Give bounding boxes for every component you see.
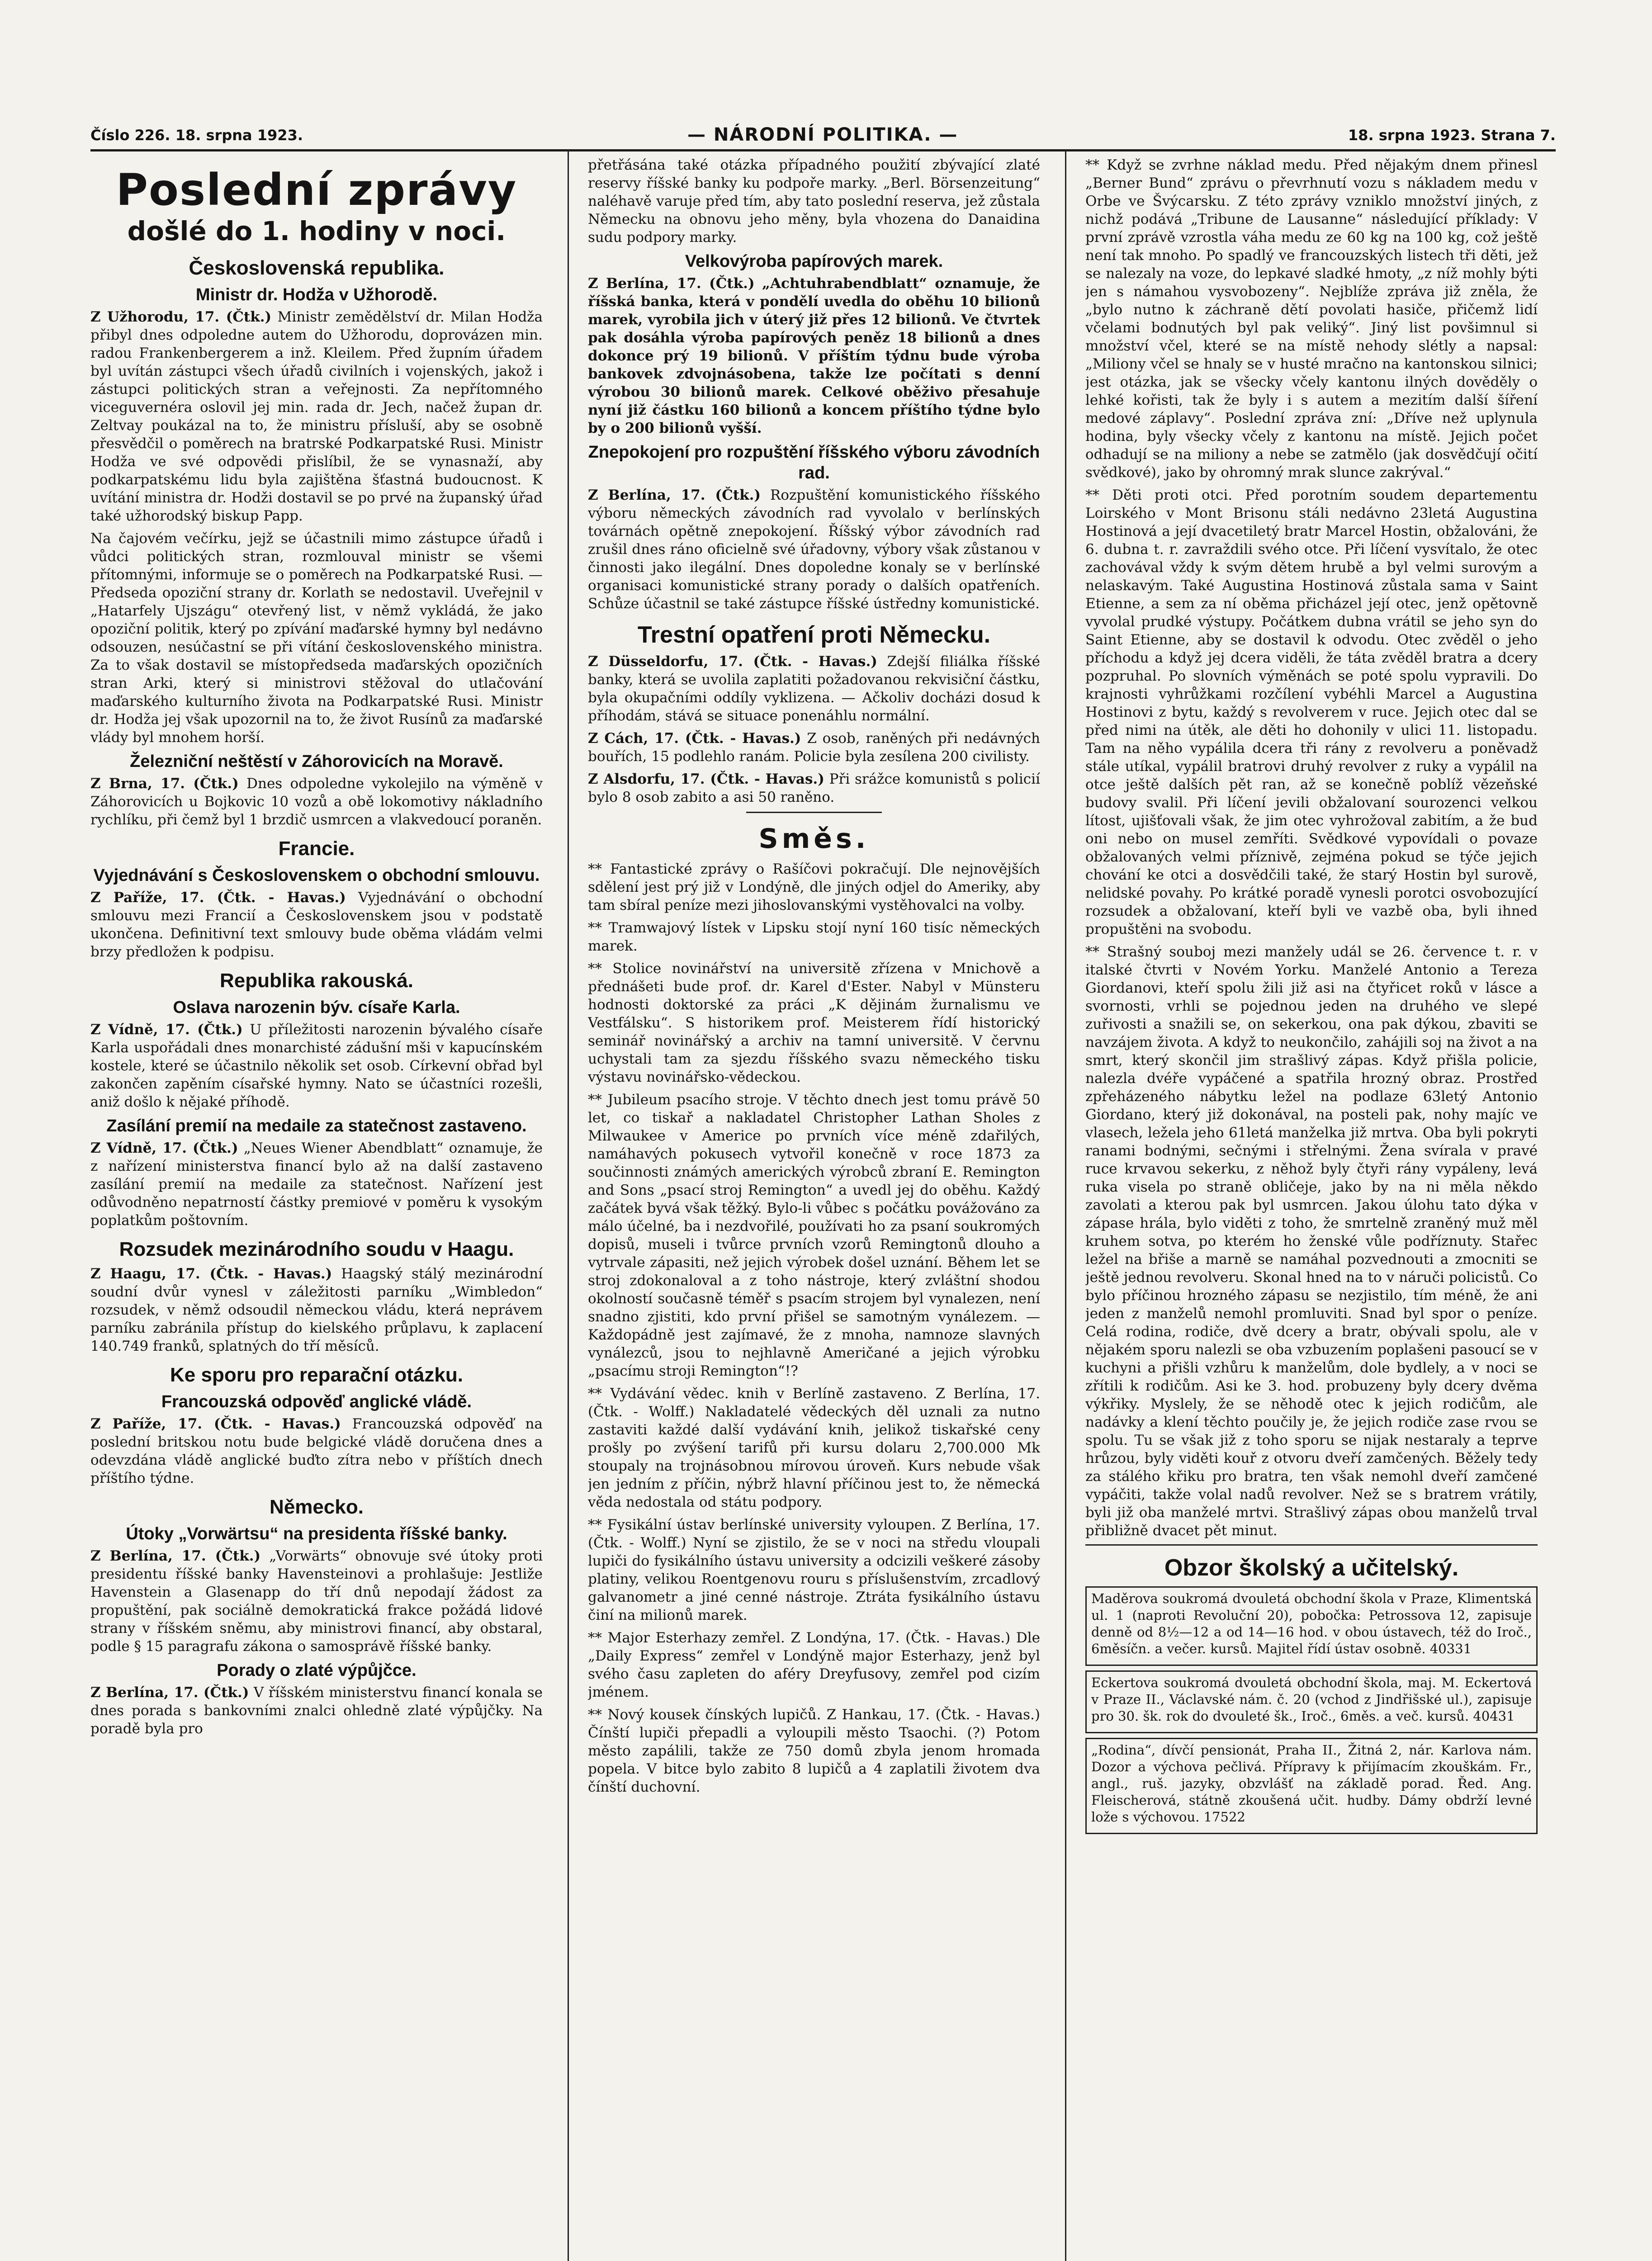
header-rule bbox=[90, 149, 1556, 151]
article-paragraph: Z Alsdorfu, 17. (Čtk. - Havas.) Při srážce komunistů s policií bylo 8 osob zabito a asi 50 raněno. bbox=[588, 771, 1040, 805]
dateline: Z Brna, 17. (Čtk.) bbox=[90, 776, 239, 792]
issue-number: Číslo 226. 18. srpna 1923. bbox=[90, 127, 303, 144]
ad-text: „Rodina“, dívčí pensionát, Praha II., Žitná 2, nár. Karlova nám. Dozor a výchova pečlivá. Přípravy k přijímacím zkouškám. Fr., angl., ruš. jazyky, obzvlášť na základě porad. Řed. Ang. Fleischerová, státně zkoušená učit. hudby. Dámy obdrží levné lože s výchovou. 17522 bbox=[1091, 1742, 1532, 1825]
dateline: Z Paříže, 17. (Čtk. - Havas.) bbox=[90, 1416, 341, 1432]
section-title: Obzor školský a učitelský. bbox=[1164, 1555, 1459, 1581]
column-3 bbox=[1085, 156, 1538, 2261]
news-item: ** Fysikální ústav berlínské university vyloupen. Z Berlína, 17. (Čtk. - Wolff.) Nyní se zjistilo, že se v noci na středu vloupali lupiči do fysikálního ústavu university a odcizili veškeré zásoby platiny, velikou Roentgenovu rouru s příslušenstvím, zrcadlový galvanometr a jiné cenné nástroje. Ztráta fysikálního ústavu činí na milionů marek. bbox=[588, 1517, 1040, 1623]
article-paragraph: Z Cách, 17. (Čtk. - Havas.) Z osob, raněných při nedávných bouřích, 15 podlehlo ranám. Policie byla zesílena 200 civilisty. bbox=[588, 730, 1040, 765]
news-item: ** Když se zvrhne náklad medu. Před nějakým dnem přinesl „Berner Bund“ zprávu o převrhnutí vozu s nákladem medu v Orbe ve Švýcarsku. Z této zprávy vzniklo množství jiných, z nichž podává „Tribune de Lausanne“ následující příklady: V první zprávě vzrostla váha medu ze 60 kg na 100 kg, což ještě není tak mnoho. Po spadlý ve francouzských listech tři děti, jež se nalezaly na voze, do lepkavé sladké hmoty, „z níž mohly býti jen s námahou vysvobozeny“. Nejblíže zpráva již zněla, že „bylo nutno k záchraně dětí povolati hasiče, přičemž lidí včelami bodnutých byl pak veliký“. Jiný list povšimnul si množství včel, které se na místě nehody slétly a napsal: „Miliony včel se hnaly se v husté mračno na kantonskou silnici; jest otázka, jak se všecky včely kantonu ilných dověděly o lehké kořisti, tak že byly i s autem a mezitím další šíření medové záplavy“. Poslední zpráva zní: „Dříve než uplynula hodina, byly všecky včely z kantonu na místě. Jejich počet odhadují se na miliony a nebe se zatmělo (jak dosvědčují očití svědkové), jako by ohromný mrak slunce zakrýval.“ bbox=[1085, 157, 1538, 481]
dateline: Z Užhorodu, 17. (Čtk.) bbox=[90, 309, 272, 325]
article-paragraph: Z Paříže, 17. (Čtk. - Havas.) Francouzská odpověď na poslední britskou notu bude belgické vládě doručena dnes a odevzdána vládě anglické buďto zítra nebo v příštích dnech příštího týdne. bbox=[90, 1416, 543, 1486]
subheading: Železniční neštěstí v Záhorovicích na Moravě. bbox=[130, 752, 503, 771]
article-paragraph: Z Brna, 17. (Čtk.) Dnes odpoledne vykolejilo na výměně v Záhorovicích u Bojkovic 10 vozů a obě lokomotivy nákladního rychlíku, při čemž byl 1 brzdič usmrcen a vlakvedoucí poraněn. bbox=[90, 776, 543, 828]
dateline: Z Paříže, 17. (Čtk. - Havas.) bbox=[90, 889, 346, 906]
heading: Francie. bbox=[278, 837, 355, 860]
article-paragraph: Z Berlína, 17. (Čtk.) „Vorwärts“ obnovuje své útoky proti presidentu říšské banky Havensteinovi a prohlašuje: Jestliže Havenstein a Glasenapp do tří dnů nepodají žádost za propuštění, pak sociálně demokratická frakce požádá lidové strany v říšském sněmu, aby ministrovi financí, aby obstaral, podle § 15 paragrafu zákona o samosprávě říšské banky. bbox=[90, 1548, 543, 1655]
news-item: ** Tramwajový lístek v Lipsku stojí nyní 160 tisíc německých marek. bbox=[588, 920, 1040, 954]
column-divider bbox=[568, 149, 569, 2261]
column-2 bbox=[588, 156, 1040, 2261]
dateline: Z Alsdorfu, 17. (Čtk. - Havas.) bbox=[588, 771, 824, 787]
article-paragraph: Z Düsseldorfu, 17. (Čtk. - Havas.) Zdejší filiálka říšské banky, která se uvolila zaplatiti požadovanou rekvisiční částku, byla okupačními oddíly vyklizena. — Ačkoliv docházi dosud k příhodám, stává se situace ponenáhlu normální. bbox=[588, 653, 1040, 724]
section-title: Směs. bbox=[758, 823, 870, 855]
article-paragraph: Z Vídně, 17. (Čtk.) U příležitosti narozenin bývalého císaře Karla uspořádali dnes monarchisté zádušní mši v kapucínském kostele, které se účastnilo několik set osob. Církevní obřad byl zakončen zapěním císařské hymny. Nato se účastníci rozešli, aniž došlo k nějaké příhodě. bbox=[90, 1022, 543, 1110]
news-item: ** Nový kousek čínských lupičů. Z Hankau, 17. (Čtk. - Havas.) Čínští lupiči přepadli a vyloupili město Tsaochi. (?) Potom město zapálili, takže ze 750 domů zbyla jenom hromada popela. V bitce bylo zabito 8 lupičů a 4 zaplatili životem dva čínští duchovní. bbox=[588, 1707, 1040, 1795]
subheading: Porady o zlaté výpůjčce. bbox=[217, 1661, 417, 1680]
heading: Republika rakouská. bbox=[220, 970, 413, 992]
advertisement bbox=[1085, 1670, 1538, 1733]
subheading: Znepokojení pro rozpuštění říšského výboru závodních rad. bbox=[588, 443, 1040, 482]
divider bbox=[1085, 1544, 1538, 1546]
ad-text: Eckertova soukromá dvouletá obchodní škola, maj. M. Eckertová v Praze II., Václavské nám. č. 20 (vchod z Jindřišské ul.), zapisuje pro 30. šk. rok do dvouleté šk., Iroč., 6měs. a več. kursů. 40431 bbox=[1091, 1675, 1532, 1724]
article-paragraph: Z Paříže, 17. (Čtk. - Havas.) Vyjednávání o obchodní smlouvu mezi Francií a Československem jsou v podstatě ukončena. Definitivní text smlouvy bude oběma vládám velmi brzy předložen k podpisu. bbox=[90, 889, 543, 960]
news-item: ** Major Esterhazy zemřel. Z Londýna, 17. (Čtk. - Havas.) Dle „Daily Express“ zemřel v Londýně major Esterhazy, jenž byl svého času zapleten do aféry Dreyfusovy, zemřel pod cizím jménem. bbox=[588, 1630, 1040, 1700]
dateline: Z Berlína, 17. (Čtk.) bbox=[588, 487, 761, 503]
section-subtitle: došlé do 1. hodiny v noci. bbox=[127, 216, 506, 246]
subheading: Vyjednávání s Československem o obchodní smlouvu. bbox=[93, 866, 540, 885]
article-paragraph: Z Berlína, 17. (Čtk.) Rozpuštění komunistického říšského výboru německých závodních rad vyvolalo v berlínských továrnách opětně znepokojení. Říšský výbor závodních rad zrušil dnes ráno oficielně své úřadovny, výbory však zůstanou v činnosti jako ilegální. Dnes dopoledne konaly se v berlínské organisaci komunistické strany porady o dalších opatřeních. Schůze účastnil se také zástupce říšské ústředny komunistické. bbox=[588, 487, 1040, 612]
section-title: Poslední zprávy bbox=[116, 165, 517, 215]
subheading: Ministr dr. Hodža v Užhorodě. bbox=[195, 285, 438, 304]
running-head bbox=[90, 124, 1556, 151]
column-1 bbox=[90, 156, 543, 2261]
article-paragraph: Z Berlína, 17. (Čtk.) „Achtuhrabendblatt“ oznamuje, že říšská banka, která v pondělí uvedla do oběhu 10 bilionů marek, vyrobila jich v úterý již přes 12 bilionů. Ve čtvrtek pak dosáhla výroba papírových peněz 18 bilionů a dnes dokonce prý 19 bilionů. V příštím týdnu bude výroba bankovek zdvojnásobena, takže lze počítati s denní výrobou 30 bilionů marek. Celkové oběživo přesahuje nyní již částku 160 bilionů a koncem příštího týdne bylo by o 200 bilionů vyšší. bbox=[588, 275, 1040, 436]
advertisement bbox=[1085, 1586, 1538, 1666]
subheading: Oslava narozenin býv. císaře Karla. bbox=[173, 998, 460, 1017]
article-paragraph: Z Berlína, 17. (Čtk.) V říšském ministerstvu financí konala se dnes porada s bankovními znalci ohledně zlaté výpůjčky. Na poradě byla pro bbox=[90, 1684, 543, 1737]
dateline: Z Vídně, 17. (Čtk.) bbox=[90, 1022, 243, 1038]
heading: Ke sporu pro reparační otázku. bbox=[170, 1364, 463, 1386]
news-item: ** Vydávání vědec. knih v Berlíně zastaveno. Z Berlína, 17. (Čtk. - Wolff.) Nakladatelé vědeckých děl uznali za nutno zastaviti každé další vydávání knih, jelikož tiskařské ceny prošly po zvýšení tarifů při kursu dolaru 2,700.000 Mk stoupaly na trojnásobnou mírovou úroveň. Kurs nebude však jen jedním z příčin, nýbrž hlavní příčinou jest to, že německá věda nedostala od státu podpory. bbox=[588, 1386, 1040, 1510]
page-number: 18. srpna 1923. Strana 7. bbox=[1348, 127, 1556, 144]
dateline: Z Vídně, 17. (Čtk.) bbox=[90, 1140, 238, 1156]
dateline: Z Haagu, 17. (Čtk. - Havas.) bbox=[90, 1266, 332, 1282]
heading: Rozsudek mezinárodního soudu v Haagu. bbox=[119, 1238, 514, 1260]
heading: Československá republika. bbox=[189, 257, 445, 279]
article-paragraph: Z Haagu, 17. (Čtk. - Havas.) Haagský stálý mezinárodní soudní dvůr vynesl v záležitosti parníku „Wimbledon“ rozsudek, v němž odsoudil německou vládu, která neprávem parníku zabránila přístup do kielského průplavu, k zaplacení 140.749 franků, splatných do tří měsíců. bbox=[90, 1266, 543, 1354]
dateline: Z Düsseldorfu, 17. (Čtk. - Havas.) bbox=[588, 653, 877, 670]
masthead: — NÁRODNÍ POLITIKA. — bbox=[687, 124, 958, 145]
divider bbox=[746, 812, 882, 813]
advertisement bbox=[1085, 1738, 1538, 1834]
dateline: Z Berlína, 17. (Čtk.) bbox=[90, 1548, 261, 1564]
article-paragraph: Z Užhorodu, 17. (Čtk.) Ministr zemědělství dr. Milan Hodža přibyl dnes odpoledne autem do Užhorodu, doprovázen min. radou Frankenbergerem a inž. Kleilem. Před župním úřadem byl uvítán zástupci všech úřadů civilních i vojenských, jakož i zástupci politických stran a veřejnosti. Za nepřítomného viceguvernéra oslovil jej min. rada dr. Jech, načež župan dr. Zeltvay poukázal na to, že ministru přísluší, aby se osobně přesvědčil o poměrech na bratrské Podkarpatské Rusi. Ministr Hodža ve své odpovědi přislíbil, že se vynasnaží, aby podkarpatskému lidu byla zajištěna šťastná budoucnost. K uvítání ministra dr. Hodži dostavil se po prvé na županský úřad také užhorodský biskup Papp. bbox=[90, 309, 543, 524]
column-divider bbox=[1065, 149, 1066, 2261]
subheading: Francouzská odpověď anglické vládě. bbox=[161, 1392, 472, 1411]
dateline: Z Berlína, 17. (Čtk.) bbox=[588, 275, 755, 292]
news-item: ** Děti proti otci. Před porotním soudem departementu Loirského v Mont Brisonu stáli nedávno 23letá Augustina Hostinová a její dvacetiletý bratr Marcel Hostin, obžalováni, že 6. dubna t. r. zavraždili svého otce. Při líčení vysvítalo, že otec zachovával vždy k svým dětem hrubě a byl velmi surovým a nelaskavým. Také Augustina Hostinová zůstala sama v Saint Etienne, a sem za ní oběma přicházel její otec, jenž opětovně vyvolal prudké výstupy. Počátkem dubna vrátil se jeho syn do Saint Etienne, aby se dostavil k odvodu. Otec zvěděl o jeho příchodu a když jej dcera viděli, že táta zvěděl bratra a dcery pozpruhal. Po slovních výměnách se poté spolu vypravili. Do krajnosti vyhrůžkami rozčílení vybéhli Marcel a Augustina Hostinovi z bytu, každý s revolverem v ruce. Jejich otec dal se před nimi na útěk, ale děti ho dohonily v ulici 11. listopadu. Tam na něho vypálila dcera tři rány z revolveru a poněvadž stále utíkal, vypálil bratrovi druhý revolver z ruky a vypálil na otce ještě dalších pět ran, až se konečně poblíž vězeňské budovy svalil. Při líčení jevili obžalovaní sourozenci velkou lítost, ujišťovali však, že jim otec vyhrožoval zabitím, a že bud oni nebo on musel zemříti. Svědkové vypovídali o povaze obžalovaných velmi příznivě, zejména pokud se týče jejich chování ke otci a dosvědčili také, že starý Hostin byl surově, nelidské povahy. Po krátké poradě vynesli porotci osvobozující rozsudek a obžalovaní, kteří byli ve vazbě oba, byli ihned propuštěni na svobodu. bbox=[1085, 487, 1538, 937]
subheading: Zasílání premií na medaile za statečnost zastaveno. bbox=[106, 1116, 527, 1135]
subheading: Útoky „Vorwärtsu“ na presidenta říšské banky. bbox=[126, 1524, 507, 1543]
article-paragraph: Z Vídně, 17. (Čtk.) „Neues Wiener Abendblatt“ oznamuje, že z nařízení ministerstva financí bylo až na další zastaveno zasílání premií na medaile za statečnost. Nařízení jest odůvodněno nepatrností částky premiové v poměru k vysokým poplatkům poštovním. bbox=[90, 1140, 543, 1229]
news-item: ** Stolice novinářství na universitě zřízena v Mnichově a přednášeti bude prof. dr. Karel d'Ester. Nabyl v Münsteru hodnosti doktorské za práci „K dějinám žurnalismu ve Vestfálsku“. S historikem prof. Meisterem řídí historický seminář novinářský a archiv na tamní universitě. V červnu uchystali tam za sjezdu říšského svazu německého tisku výstavu novinářsko-vědeckou. bbox=[588, 960, 1040, 1085]
dateline: Z Cách, 17. (Čtk. - Havas.) bbox=[588, 730, 801, 747]
news-item: ** Strašný souboj mezi manžely udál se 26. července t. r. v italské čtvrti v Novém Yorku. Manželé Antonio a Tereza Giordanovi, kteří spolu žili již asi na čtyřicet roků v lásce a svornosti, vrhli se pojednou jeden na druhého ve slepé zuřivosti a snažili se, on sekerkou, ona pak dýkou, zbaviti se navzájem života. A když to neukončilo, zahájili soj na život a na smrt, který skončil jim strašlivý zápas. Když přišla policie, nalezla dvéře vypáčené a spatřila hrozný obraz. Prostřed zpřeházeného nábytku ležel na podlaze 63letý Antonio Giordano, který již dokonával, na posteli pak, nohy majíc ve vlasech, ležela jeho 61letá manželka již mrtva. Oba byli pokryti ranami bodnými, sečnými i střelnými. Žena svírala v pravé ruce krvavou sekerku, z něhož byly čtyři rány vypáleny, levá ruka visela po straně obličeje, jako by na ni měla někdo zavolati a kterou pak byl usmrcen. Jakou úlohu tato dýka v zápase hrála, bylo viděti z toho, že smrtelně zraněný muž měl kruhem sotva, po kterém ho ženské vůle podříznuty. Stařec ležel na břiše a marně se namáhal pozvednouti a zmocniti se ještě jednou revolveru. Skonal hned na to v náruči policistů. Co bylo příčinou hrozného zápasu se nezjistilo, tím méně, že ani jeden z manželů nemohl promluviti. Snad byl spor o peníze. Celá rodina, rodiče, dvě dcery a bratr, obývali spolu, ale v nějakém sporu nalezli se oba vzbuzením poplašeni pasoucí se v kuchyni a přišli vzhůru k manželům, dole bydlely, a v noci se zřítili k rodičům. Asi ke 3. hod. probuzeny byly dcery dvěma výkřiky. Myslely, že se něhodě otec k jejich rodičům, ale nadávky a klení těchto poučily je, že jejich rodiče zase rvou se spolu. Tu se však již z toho sporu se nijak nestaraly a teprve hrůzou, byly viděti kouř z otvoru dveří zamčených. Běžely tedy za stálého křiku pro bratra, ten však nemohl dveří zamčené vypáčiti, takže volal nadů revolver. Než se s bratrem vrátily, byli již oba manželé mrtvi. Strašlivý zápas obou manželů trval přibližně dvacet pět minut. bbox=[1085, 944, 1538, 1539]
heading: Trestní opatření proti Německu. bbox=[637, 622, 991, 648]
article-paragraph: přetřásána také otázka případného použití zbývající zlaté reservy říšské banky ku podpoře marky. „Berl. Börsenzeitung“ naléhavě varuje před tím, aby tato poslední reserva, jež zůstala Německu na obnovu jeho měny, byla vhozena do Danaidina sudu podpory marky. bbox=[588, 157, 1040, 246]
dateline: Z Berlína, 17. (Čtk.) bbox=[90, 1684, 249, 1701]
subheading: Velkovýroba papírových marek. bbox=[685, 252, 943, 271]
article-paragraph: Na čajovém večírku, jejž se účastnili mimo zástupce úřadů i vůdci politických stran, rozmlouval ministr se všemi přítomnými, informuje se o poměrech na Podkarpatské Rusi. — Předseda opoziční strany dr. Korlath se nedostavil. Uveřejnil v „Hatarfely Ujszágu“ otevřený list, v němž vykládá, že jako opoziční politik, který po zpívání maďarské hymny byl nedávno odsouzen, nesúčastní se při vítání československého ministra. Za to však dostavil se místopředseda maďarských opozičních stran Arki, který si ministrovi stěžoval do utlačování maďarského kulturního života na Podkarpatské Rusi. Ministr dr. Hodža jej však upozornil na to, že život Rusínů za maďarské vlády byl mnohem horší. bbox=[90, 530, 543, 746]
news-item: ** Jubileum psacího stroje. V těchto dnech jest tomu právě 50 let, co tiskař a nakladatel Christopher Lathan Sholes z Milwaukee v Americe po prvních více méně zdařilých, namáhavých pokusech vytvořil konečně v roce 1873 za součinnosti známých amerických výrobců zbraní E. Remington and Sons „psací stroj Remington“ a uvedl jej do oběhu. Každý začátek byvá však těžký. Bylo-li vůbec s počátku povážováno za málo účelné, ba i nezdvořilé, používati ho za psaní soukromých dopisů, museli i tvůrce prvních vzorů Remingtonů dlouho a vytrvale zápasiti, než jejich výrobek došel uznání. Během let se stroj zdokonaloval a z toho nástroje, který zvláštní shodou okolností současně téměř s psacím strojem byl vynalezen, není snadno zjistiti, kdo první přišel se samotným vynálezem. — Každopádně jest zajímavé, že z mnoha, namnoze slavných vynálezců, jsou to nejhlavně Američané a jejich výrobku „psacímu stroji Remington“!? bbox=[588, 1092, 1040, 1379]
news-item: ** Fantastické zprávy o Rašíčovi pokračují. Dle nejnovějších sdělení jest prý již v Londýně, dle jiných odjel do Ameriky, aby tam sbíral peníze mezi jihoslovanskými vystěhovalci na volby. bbox=[588, 861, 1040, 913]
ad-text: Maděrova soukromá dvouletá obchodní škola v Praze, Klimentská ul. 1 (naproti Revoluční 20), pobočka: Petrossova 12, zapisuje denně od 8½—12 a od 14—16 hod. v obou ústavech, též do Iroč., 6měsíčn. a večer. kursů. Majitel řídí ústav osobně. 40331 bbox=[1091, 1591, 1532, 1656]
heading: Německo. bbox=[270, 1496, 364, 1518]
